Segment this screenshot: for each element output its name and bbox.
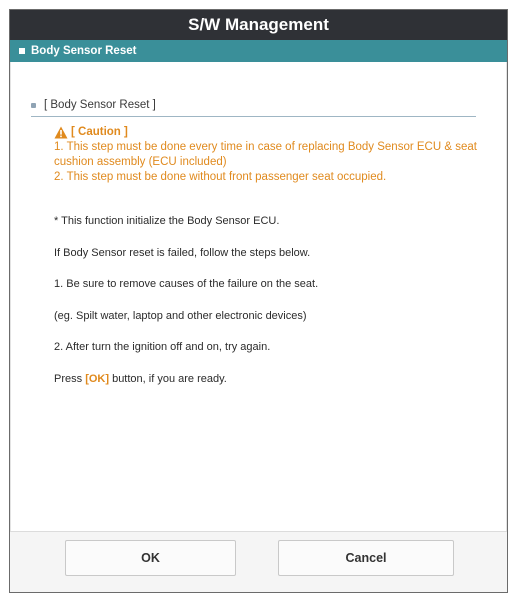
press-prefix: Press	[54, 372, 86, 385]
section-header	[10, 40, 507, 62]
content-heading	[31, 94, 476, 117]
press-ok-line	[54, 373, 486, 405]
caution-title	[54, 125, 486, 140]
instruction-line: * This function initialize the Body Sensor ECU.	[54, 215, 280, 227]
ok-key-highlight: [OK]	[85, 372, 110, 385]
ok-button[interactable]: OK	[65, 540, 236, 576]
instruction-line: (eg. Spilt water, laptop and other electronic devices)	[54, 309, 307, 322]
cancel-button[interactable]: Cancel	[278, 540, 454, 576]
instructions	[54, 215, 486, 404]
section-title: Body Sensor Reset	[31, 45, 137, 57]
press-suffix: button, if you are ready.	[109, 372, 227, 385]
bullet-icon	[31, 103, 36, 108]
button-bar	[10, 531, 507, 592]
instruction-line: If Body Sensor reset is failed, follow the steps below.	[54, 246, 311, 259]
square-bullet-icon	[19, 48, 25, 54]
caution-block	[54, 125, 486, 185]
sw-management-window	[9, 9, 508, 593]
instruction-line: 1. Be sure to remove causes of the failure on the seat.	[54, 278, 319, 290]
window-title	[10, 10, 507, 40]
instruction-line: 2. After turn the ignition off and on, try again.	[54, 341, 271, 353]
warning-triangle-icon	[54, 126, 68, 139]
caution-line-1: 1. This step must be done every time in case of replacing Body Sensor ECU & seat cushion assembly (ECU included)	[54, 141, 477, 168]
caution-title-text: [ Caution ]	[71, 126, 128, 138]
content-heading-text: [ Body Sensor Reset ]	[44, 99, 156, 111]
content-area	[10, 62, 507, 532]
window-title-text: S/W Management	[188, 15, 329, 34]
caution-line-2: 2. This step must be done without front passenger seat occupied.	[54, 171, 387, 183]
